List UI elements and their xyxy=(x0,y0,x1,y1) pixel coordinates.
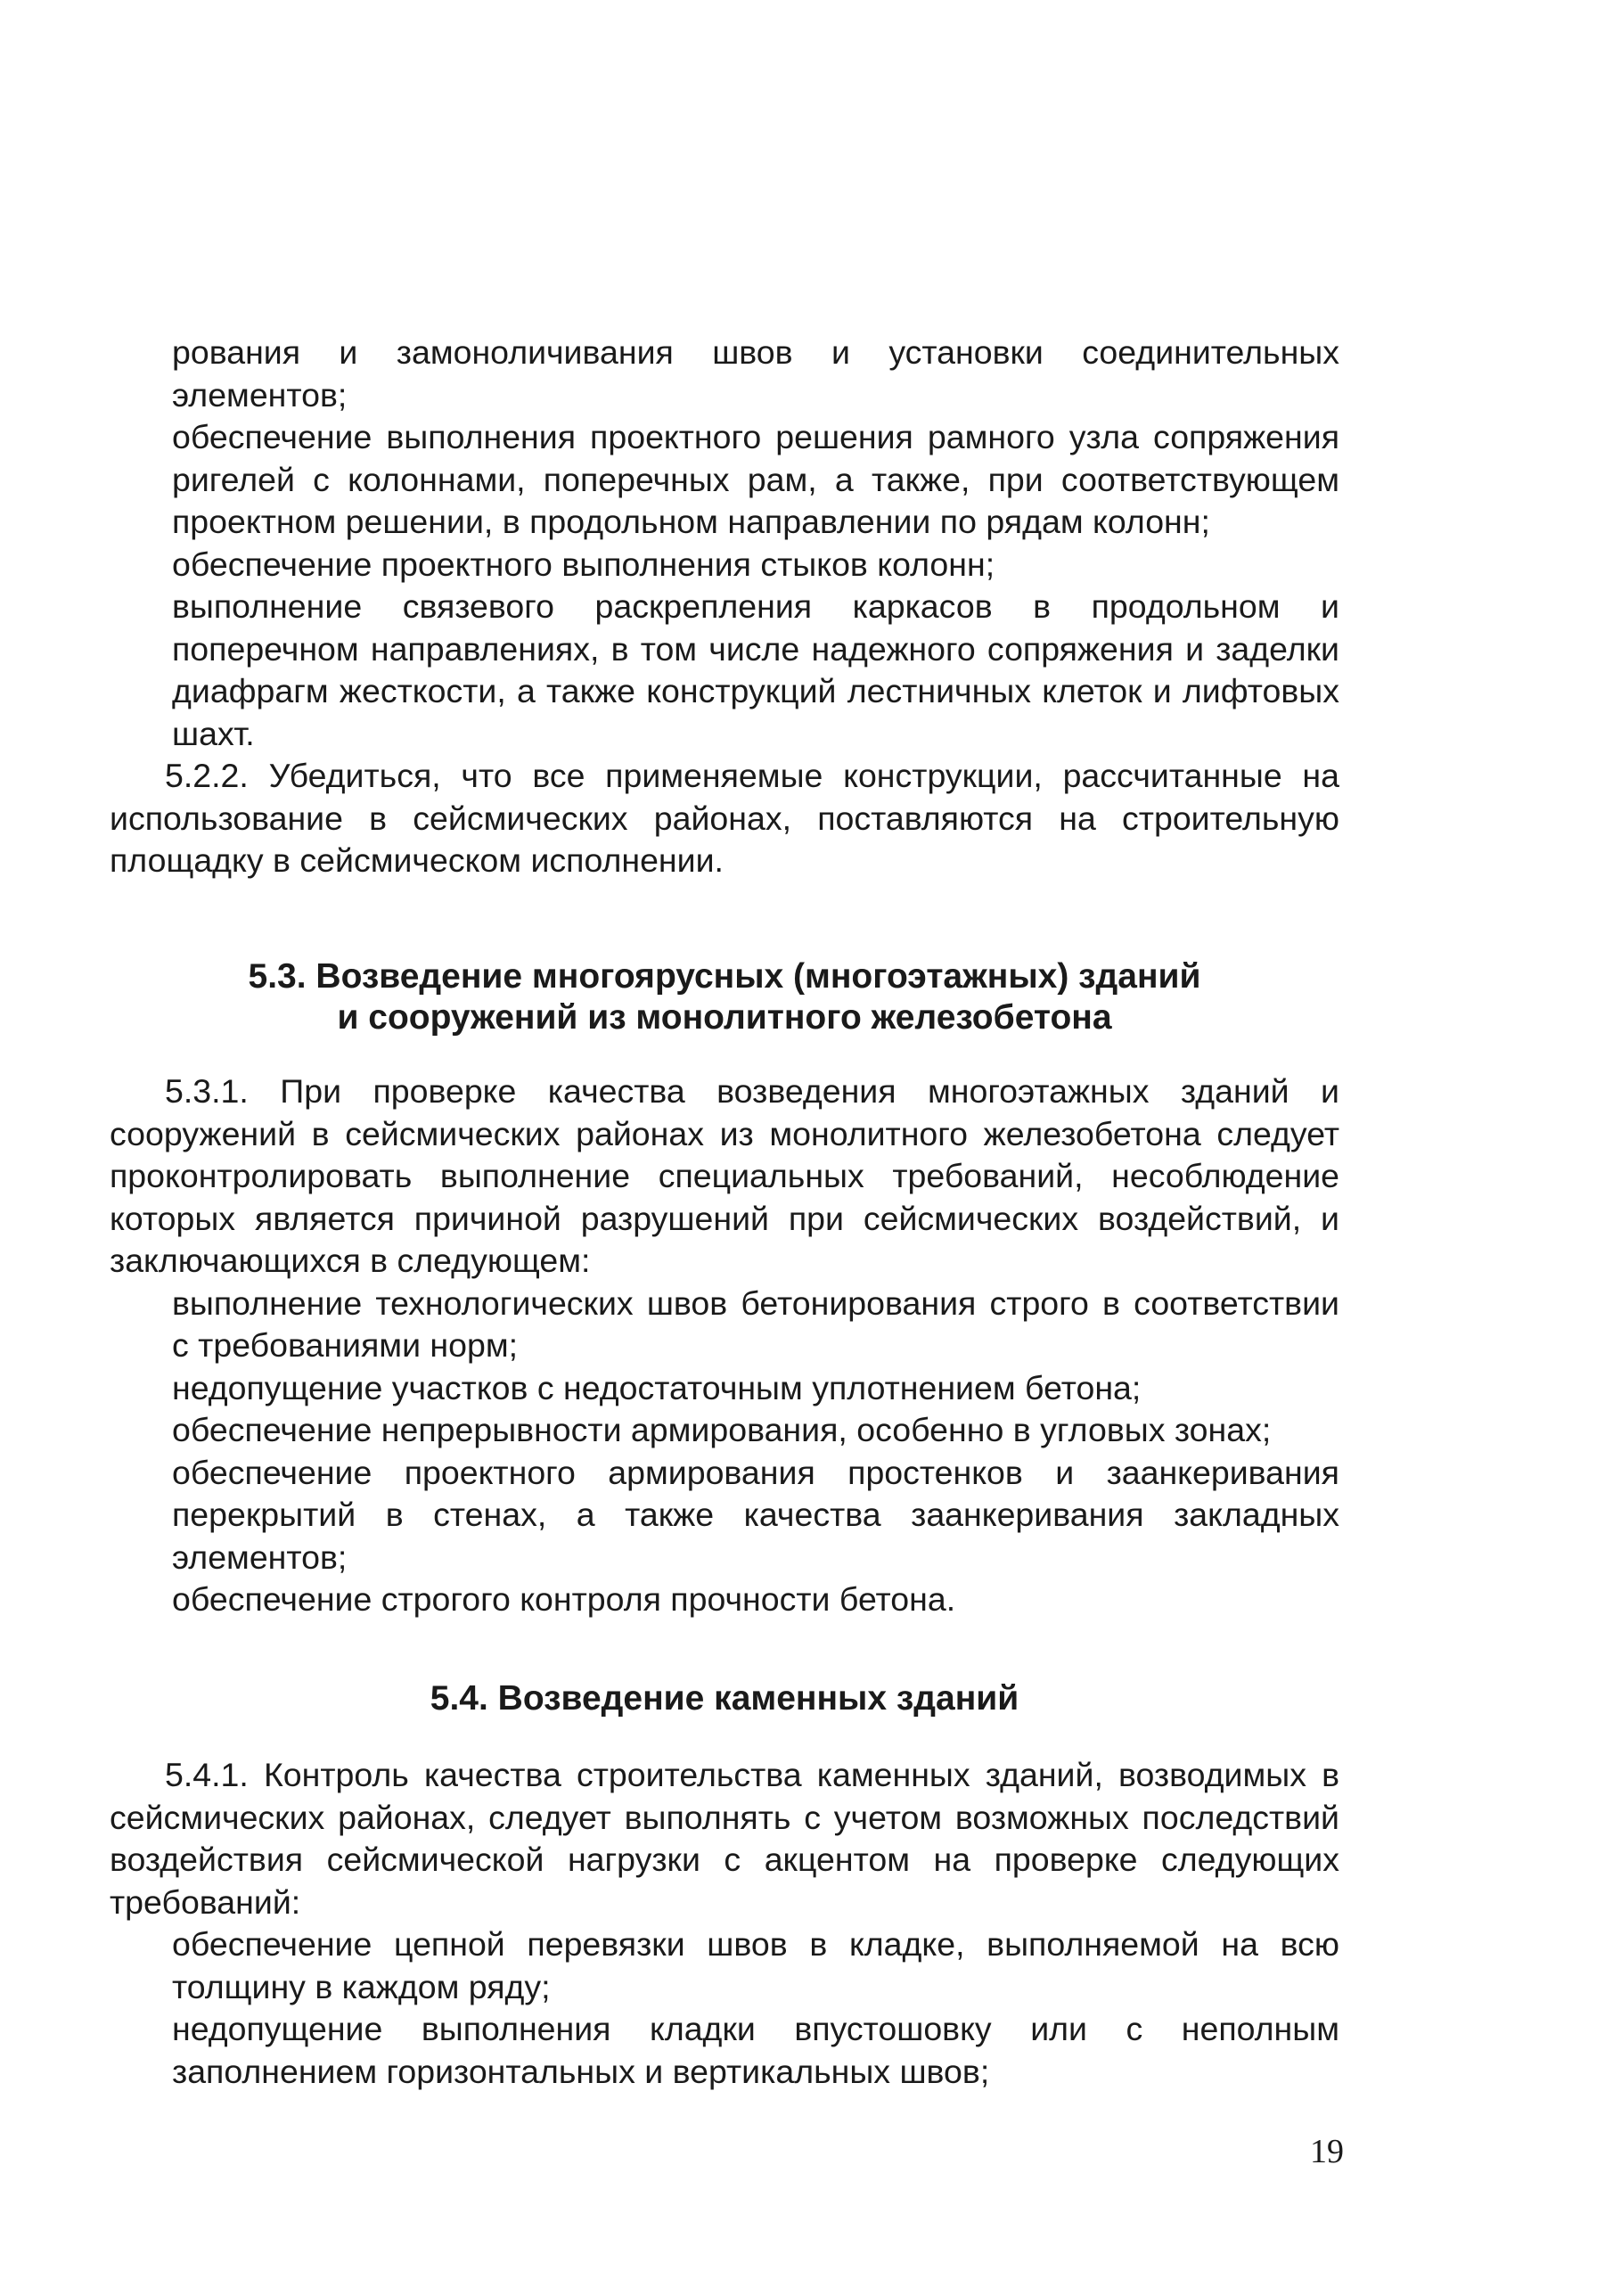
paragraph-5-4-1: 5.4.1. Контроль качества строительства каменных зданий, возводимых в сейсмических районах, следует выполнять с учетом возможных последствий воздействия сейсмической нагрузки с акцентом на проверке следующих требований: xyxy=(110,1756,1339,1921)
paragraph-5-2-2: 5.2.2. Убедиться, что все применяемые конструкции, рассчитанные на использование в сейсмических районах, поставляются на строительную площадку в сейсмическом исполнении. xyxy=(110,757,1339,879)
list-item: обеспечение строгого контроля прочности бетона. xyxy=(172,1580,956,1618)
page-number: 19 xyxy=(1310,2133,1344,2170)
list-item: обеспечение выполнения проектного решения рамного узла сопряжения ригелей с колоннами, поперечных рам, а также, при соответствующем проектном решении, в продольном направлении по рядам колонн; xyxy=(172,418,1339,540)
list-item: обеспечение цепной перевязки швов в кладке, выполняемой на всю толщину в каждом ряду; xyxy=(172,1925,1339,2005)
section-heading-5-3-line-1: 5.3. Возведение многоярусных (многоэтажных) зданий xyxy=(248,957,1201,996)
list-item: обеспечение проектного армирования простенков и заанкеривания перекрытий в стенах, а также качества заанкеривания закладных элементов; xyxy=(172,1453,1339,1576)
list-item: недопущение выполнения кладки впустошовку или с неполным заполнением горизонтальных и вертикальных швов; xyxy=(172,2010,1339,2090)
text-block-5-3 xyxy=(110,1070,1339,1621)
list-item: недопущение участков с недостаточным уплотнением бетона; xyxy=(172,1368,1142,1406)
list-item: обеспечение непрерывности армирования, особенно в угловых зонах; xyxy=(172,1411,1272,1448)
section-heading-5-3-line-2: и сооружений из монолитного железобетона xyxy=(337,998,1112,1037)
text-block-5-4 xyxy=(110,1754,1339,2093)
list-item: выполнение технологических швов бетонирования строго в соответствии с требованиями норм; xyxy=(172,1283,1339,1364)
section-heading-5-4-title: 5.4. Возведение каменных зданий xyxy=(430,1679,1019,1718)
list-item: обеспечение проектного выполнения стыков колонн; xyxy=(172,545,995,583)
text-block-5-2 xyxy=(110,332,1339,882)
paragraph-5-3-1: 5.3.1. При проверке качества возведения многоэтажных зданий и сооружений в сейсмических районах из монолитного железобетона следует проконтролировать выполнение специальных требований, несоблюдение которых является причиной разрушений при сейсмических воздействий, и заключающихся в следующем: xyxy=(110,1072,1339,1279)
list-item: рования и замоноличивания швов и установки соединительных элементов; xyxy=(172,333,1339,414)
list-item: выполнение связевого раскрепления каркасов в продольном и поперечном направлениях, в том числе надежного сопряжения и заделки диафрагм жесткости, а также конструкций лестничных клеток и лифтовых шахт. xyxy=(172,587,1339,752)
section-heading-5-4 xyxy=(110,1678,1339,1719)
section-heading-5-3 xyxy=(110,956,1339,1038)
